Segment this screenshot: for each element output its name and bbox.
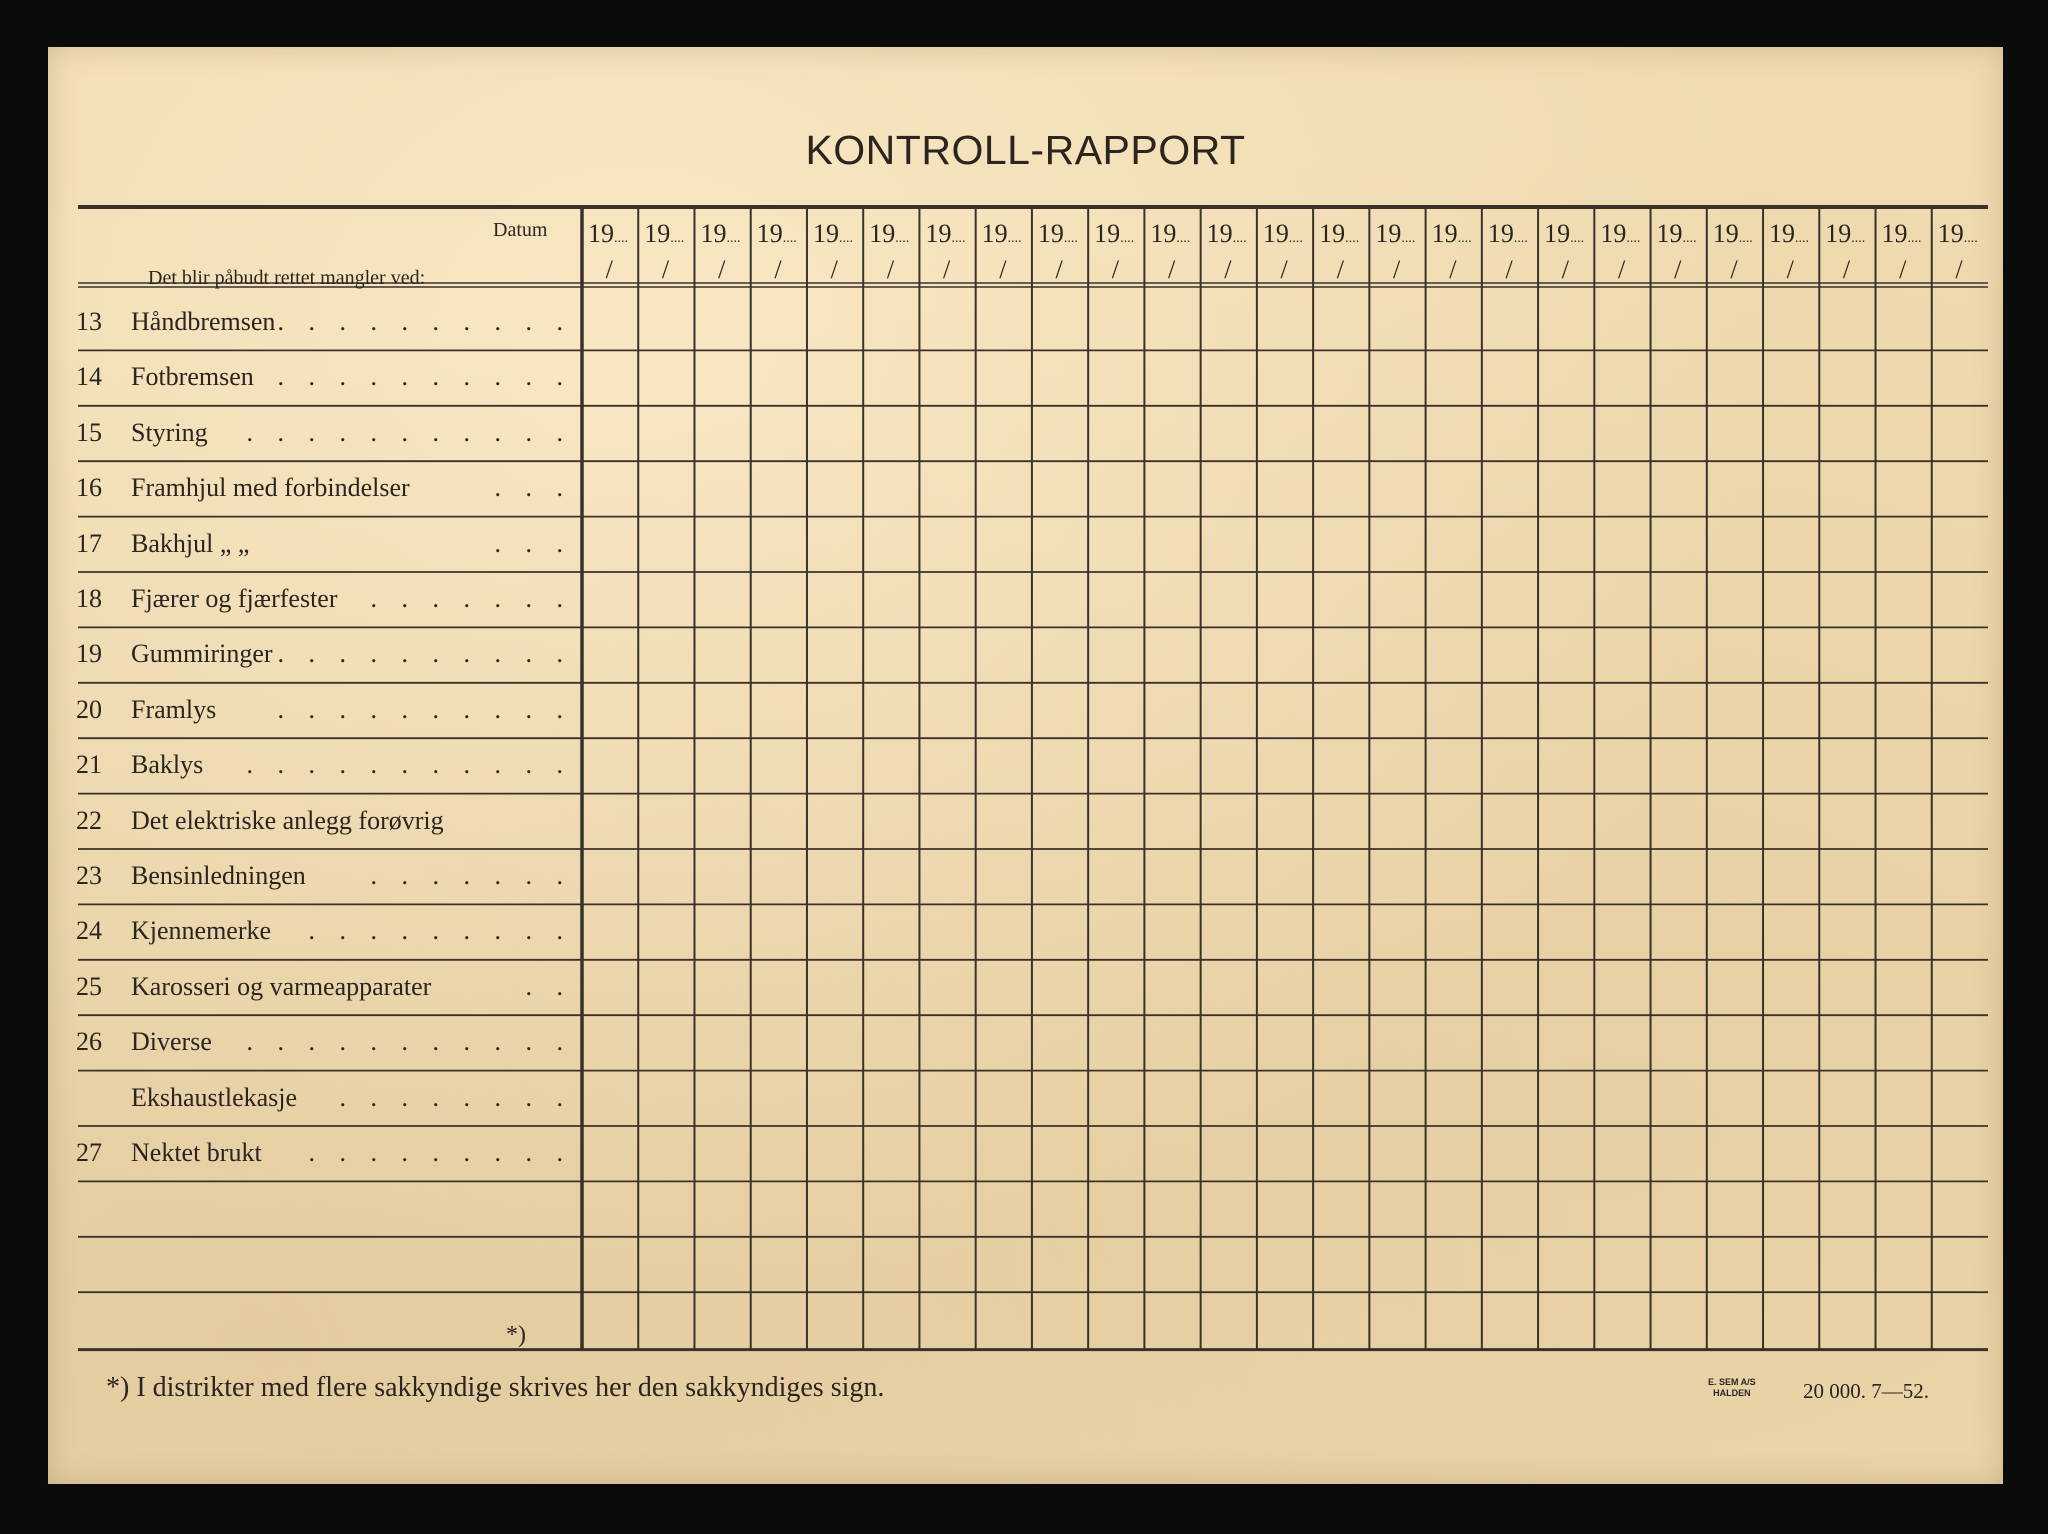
signature-mark: *) bbox=[506, 1322, 526, 1348]
row-label: Framhjul med forbindelser bbox=[131, 473, 410, 503]
year-prefix-text: 19 bbox=[756, 219, 783, 248]
date-slash: / bbox=[1561, 255, 1569, 284]
date-slash: / bbox=[1786, 255, 1794, 284]
date-slash: / bbox=[661, 255, 670, 284]
row-leader-dots: . . . bbox=[494, 473, 572, 503]
date-year-prefix: 19.... bbox=[925, 219, 966, 248]
year-prefix-text: 19 bbox=[869, 219, 896, 248]
year-prefix-text: 19 bbox=[1937, 219, 1964, 248]
year-prefix-text: 19 bbox=[812, 219, 839, 248]
date-year-prefix: 19.... bbox=[981, 219, 1022, 248]
date-year-prefix: 19.... bbox=[1712, 219, 1753, 248]
year-prefix-text: 19 bbox=[1544, 219, 1571, 248]
date-year-prefix: 19.... bbox=[1094, 219, 1135, 248]
year-prefix-text: 19 bbox=[1825, 219, 1852, 248]
date-slash: / bbox=[1168, 255, 1176, 284]
row-leader-dots: . . . . . . . . . . . bbox=[246, 750, 572, 780]
row-number: 13 bbox=[76, 307, 102, 336]
year-prefix-text: 19 bbox=[1037, 219, 1064, 248]
row-label: Karosseri og varmeapparater bbox=[131, 971, 432, 1001]
row-leader-dots: . . . . . . . . . bbox=[308, 1138, 572, 1167]
date-slash: / bbox=[605, 255, 613, 284]
date-year-prefix: 19.... bbox=[1150, 219, 1191, 248]
year-prefix-text: 19 bbox=[981, 219, 1008, 248]
year-prefix-text: 19 bbox=[1769, 219, 1796, 248]
date-slash: / bbox=[1842, 255, 1851, 284]
date-slash: / bbox=[999, 255, 1007, 284]
row-leader-dots: . . . . . . . bbox=[370, 584, 572, 613]
row-number: 25 bbox=[76, 971, 102, 1001]
date-slash: / bbox=[1674, 255, 1682, 284]
date-year-prefix: 19.... bbox=[1600, 219, 1641, 248]
date-year-prefix: 19.... bbox=[700, 219, 741, 248]
date-year-prefix: 19.... bbox=[1375, 219, 1416, 248]
date-year-prefix: 19.... bbox=[869, 219, 910, 248]
year-prefix-text: 19 bbox=[1712, 219, 1739, 248]
row-label: Diverse bbox=[131, 1027, 212, 1057]
row-label: Fjærer og fjærfester bbox=[131, 584, 338, 613]
inspection-report-card bbox=[48, 47, 2003, 1484]
date-slash: / bbox=[1224, 255, 1232, 284]
date-slash: / bbox=[718, 255, 726, 284]
date-slash: / bbox=[1505, 255, 1513, 284]
row-number: 24 bbox=[76, 916, 102, 946]
row-number: 20 bbox=[76, 694, 102, 724]
row-label: Bakhjul „ „ bbox=[131, 528, 250, 558]
date-slash: / bbox=[1336, 255, 1344, 284]
date-slash: / bbox=[1392, 255, 1401, 284]
date-year-prefix: 19.... bbox=[1319, 219, 1360, 248]
row-number: 23 bbox=[76, 861, 102, 890]
date-year-prefix: 19.... bbox=[1037, 219, 1078, 248]
row-number: 15 bbox=[76, 417, 102, 447]
year-prefix-text: 19 bbox=[1319, 219, 1346, 248]
row-label: Styring bbox=[131, 417, 208, 447]
year-prefix-text: 19 bbox=[1094, 219, 1121, 248]
row-label: Gummiringer bbox=[131, 639, 273, 669]
footnote: *) I distrikter med flere sakkyndige skrives her den sakkyndiges sign. bbox=[106, 1372, 885, 1403]
date-year-prefix: 19.... bbox=[588, 219, 628, 248]
row-label: Framlys bbox=[131, 694, 217, 724]
report-title: KONTROLL-RAPPORT bbox=[805, 127, 1246, 173]
row-label: Fotbremsen bbox=[131, 362, 254, 392]
row-leader-dots: . . . bbox=[494, 528, 572, 558]
row-label: Baklys bbox=[131, 750, 204, 780]
date-year-prefix: 19.... bbox=[1825, 219, 1866, 248]
print-run-info: 20 000. 7—52. bbox=[1803, 1379, 1929, 1403]
date-slash: / bbox=[1899, 255, 1907, 284]
row-leader-dots: . . . . . . . bbox=[370, 861, 572, 890]
date-slash: / bbox=[1280, 255, 1288, 284]
year-prefix-text: 19 bbox=[925, 219, 952, 248]
row-leader-dots: . . . . . . . . . . bbox=[277, 694, 572, 724]
year-prefix-text: 19 bbox=[1375, 219, 1402, 248]
notice-label: Det blir påbudt rettet mangler ved: bbox=[148, 267, 426, 289]
row-number: 26 bbox=[76, 1027, 102, 1057]
row-label: Kjennemerke bbox=[131, 916, 272, 946]
date-slash: / bbox=[830, 255, 838, 284]
row-leader-dots: . . . . . . . . bbox=[339, 1082, 572, 1112]
row-label: Det elektriske anlegg forøvrig bbox=[131, 805, 444, 835]
row-label: Nektet brukt bbox=[131, 1138, 262, 1167]
date-year-prefix: 19.... bbox=[1769, 219, 1810, 248]
date-slash: / bbox=[1449, 255, 1457, 284]
row-label: Bensinledningen bbox=[131, 861, 306, 890]
date-year-prefix: 19.... bbox=[1431, 219, 1472, 248]
year-prefix-text: 19 bbox=[644, 219, 671, 248]
row-leader-dots: . . . . . . . . . bbox=[308, 916, 572, 946]
year-prefix-text: 19 bbox=[1150, 219, 1177, 248]
printer-name: E. SEM A/S bbox=[1708, 1377, 1756, 1387]
row-number: 21 bbox=[76, 750, 102, 780]
row-number: 27 bbox=[76, 1138, 102, 1167]
date-year-prefix: 19.... bbox=[1544, 219, 1585, 248]
printer-city: HALDEN bbox=[1713, 1388, 1751, 1398]
date-slash: / bbox=[943, 255, 951, 284]
row-leader-dots: . . . . . . . . . . bbox=[277, 639, 572, 669]
year-prefix-text: 19 bbox=[700, 219, 727, 248]
date-year-prefix: 19.... bbox=[1487, 219, 1528, 248]
row-number: 19 bbox=[76, 639, 102, 669]
row-label: Ekshaustlekasje bbox=[131, 1082, 298, 1112]
date-year-prefix: 19.... bbox=[1937, 219, 1978, 248]
year-prefix-text: 19 bbox=[1656, 219, 1683, 248]
year-prefix-text: 19 bbox=[1600, 219, 1627, 248]
date-slash: / bbox=[886, 255, 895, 284]
row-label: Håndbremsen bbox=[131, 307, 276, 336]
row-leader-dots: . . . . . . . . . . . bbox=[246, 417, 572, 447]
printer-imprint bbox=[1708, 1377, 1756, 1399]
date-slash: / bbox=[1111, 255, 1119, 284]
date-year-prefix: 19.... bbox=[644, 219, 685, 248]
date-year-prefix: 19.... bbox=[1881, 219, 1922, 248]
date-slash: / bbox=[1730, 255, 1738, 284]
date-year-prefix: 19.... bbox=[756, 219, 797, 248]
row-leader-dots: . . . . . . . . . . . bbox=[246, 1027, 572, 1057]
year-prefix-text: 19 bbox=[1881, 219, 1908, 248]
year-prefix-text: 19 bbox=[1262, 219, 1289, 248]
date-slash: / bbox=[1617, 255, 1626, 284]
date-slash: / bbox=[774, 255, 782, 284]
date-year-prefix: 19.... bbox=[812, 219, 853, 248]
row-number: 18 bbox=[76, 584, 102, 613]
year-prefix-text: 19 bbox=[1431, 219, 1458, 248]
date-slash: / bbox=[1055, 255, 1063, 284]
date-year-prefix: 19.... bbox=[1262, 219, 1303, 248]
row-number: 17 bbox=[76, 528, 102, 558]
date-year-prefix: 19.... bbox=[1206, 219, 1247, 248]
row-leader-dots: . . bbox=[525, 971, 572, 1001]
row-number: 16 bbox=[76, 473, 102, 503]
row-number: 14 bbox=[76, 362, 102, 392]
year-prefix-text: 19 bbox=[1206, 219, 1233, 248]
year-prefix-text: 19 bbox=[1487, 219, 1514, 248]
year-prefix-text: 19 bbox=[588, 219, 614, 248]
row-leader-dots: . . . . . . . . . . bbox=[277, 307, 572, 336]
row-number: 22 bbox=[76, 805, 102, 835]
date-slash: / bbox=[1955, 255, 1963, 284]
datum-label: Datum bbox=[493, 219, 548, 241]
date-year-prefix: 19.... bbox=[1656, 219, 1697, 248]
row-leader-dots: . . . . . . . . . . bbox=[277, 362, 572, 392]
